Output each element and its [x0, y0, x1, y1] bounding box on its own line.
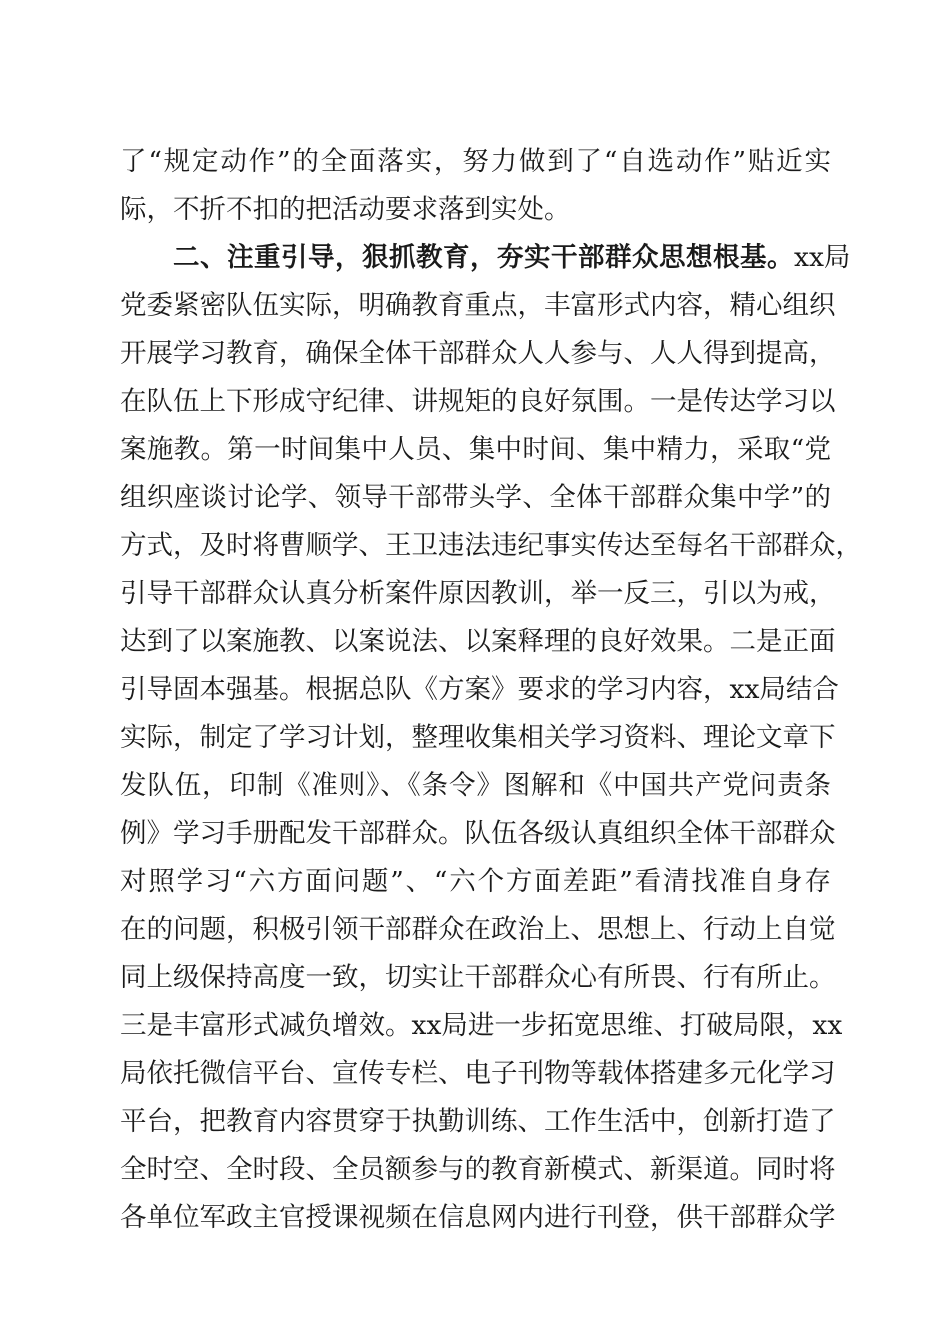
text-line: 各单位军政主官授课视频在信息网内进行刊登，供干部群众学 [120, 1202, 836, 1233]
section-heading-line [120, 236, 851, 280]
text-line: 达到了以案施教、以案说法、以案释理的良好效果。二是正面 [120, 626, 836, 657]
text-line: 对照学习“六方面问题”、“六个方面差距”看清找准自身存 [120, 866, 831, 897]
text-line: 在队伍上下形成守纪律、讲规矩的良好氛围。一是传达学习以 [120, 386, 836, 417]
text-line: 了“规定动作”的全面落实，努力做到了“自选动作”贴近实 [120, 146, 831, 177]
section-heading-tail: xx局 [794, 242, 851, 273]
text-line: 局依托微信平台、宣传专栏、电子刊物等载体搭建多元化学习 [120, 1058, 836, 1089]
text-line: 方式，及时将曹顺学、王卫违法违纪事实传达至每名干部群众， [120, 530, 862, 561]
text-line: 平台，把教育内容贯穿于执勤训练、工作生活中，创新打造了 [120, 1106, 836, 1137]
text-line: 三是丰富形式减负增效。xx局进一步拓宽思维、打破局限，xx [120, 1010, 843, 1041]
text-line: 实际，制定了学习计划，整理收集相关学习资料、理论文章下 [120, 722, 836, 753]
text-line: 际，不折不扣的把活动要求落到实处。 [120, 194, 571, 225]
text-line: 在的问题，积极引领干部群众在政治上、思想上、行动上自觉 [120, 914, 836, 945]
text-line: 引导干部群众认真分析案件原因教训，举一反三，引以为戒， [120, 578, 836, 609]
text-line: 引导固本强基。根据总队《方案》要求的学习内容，xx局结合 [120, 674, 839, 705]
text-line: 全时空、全时段、全员额参与的教育新模式、新渠道。同时将 [120, 1154, 836, 1185]
text-line: 发队伍，印制《准则》、《条令》图解和《中国共产党问责条 [120, 770, 831, 801]
section-heading: 二、注重引导，狠抓教育，夯实干部群众思想根基。 [173, 242, 794, 273]
text-line: 组织座谈讨论学、领导干部带头学、全体干部群众集中学”的 [120, 482, 831, 513]
text-line: 党委紧密队伍实际，明确教育重点，丰富形式内容，精心组织 [120, 290, 836, 321]
text-line: 同上级保持高度一致，切实让干部群众心有所畏、行有所止。 [120, 962, 836, 993]
text-line: 案施教。第一时间集中人员、集中时间、集中精力，采取“党 [120, 434, 831, 465]
text-line: 开展学习教育，确保全体干部群众人人参与、人人得到提高， [120, 338, 836, 369]
text-line: 例》学习手册配发干部群众。队伍各级认真组织全体干部群众 [120, 818, 836, 849]
